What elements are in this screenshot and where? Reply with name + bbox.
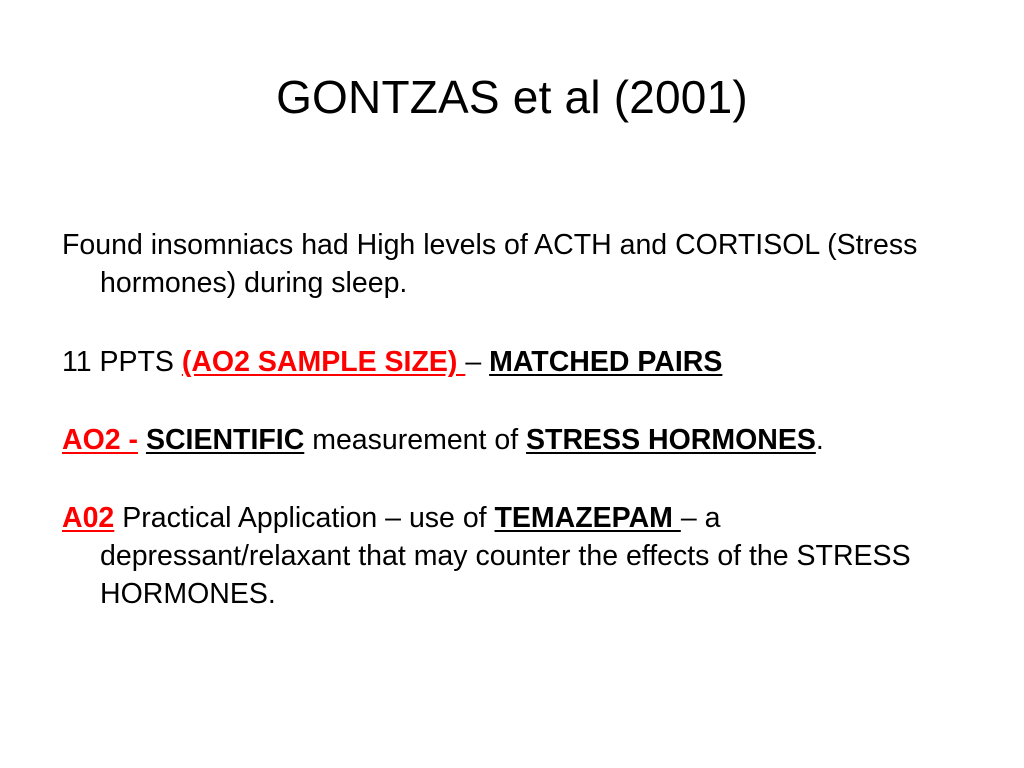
scientific-space — [138, 424, 146, 456]
sample-prefix: 11 PPTS — [62, 346, 182, 378]
slide-body — [62, 226, 972, 613]
matched-pairs-label: MATCHED PAIRS — [489, 346, 723, 378]
a02-label: A02 — [62, 502, 115, 534]
scientific-paragraph — [62, 421, 972, 459]
scientific-end: . — [815, 424, 824, 456]
stress-hormones-label: STRESS HORMONES — [526, 424, 816, 456]
application-paragraph — [62, 499, 972, 613]
slide-title: GONTZAS et al (2001) — [276, 71, 748, 123]
application-rest: – a depressant/relaxant that may counter the effects of the STRESS HORMONES. — [100, 502, 911, 610]
sample-paragraph — [62, 343, 972, 381]
finding-paragraph — [62, 226, 972, 302]
ao2-label: AO2 - — [62, 424, 139, 456]
ao2-sample-size-label: (AO2 SAMPLE SIZE) — [181, 346, 466, 378]
temazepam-label: TEMAZEPAM — [494, 502, 681, 534]
finding-text: Found insomniacs had High levels of ACTH and CORTISOL (Stress hormones) during sleep. — [62, 229, 918, 299]
scientific-middle: measurement of — [304, 424, 527, 456]
scientific-label: SCIENTIFIC — [145, 424, 305, 456]
sample-dash: – — [465, 346, 490, 378]
application-middle: Practical Application – use of — [114, 502, 495, 534]
